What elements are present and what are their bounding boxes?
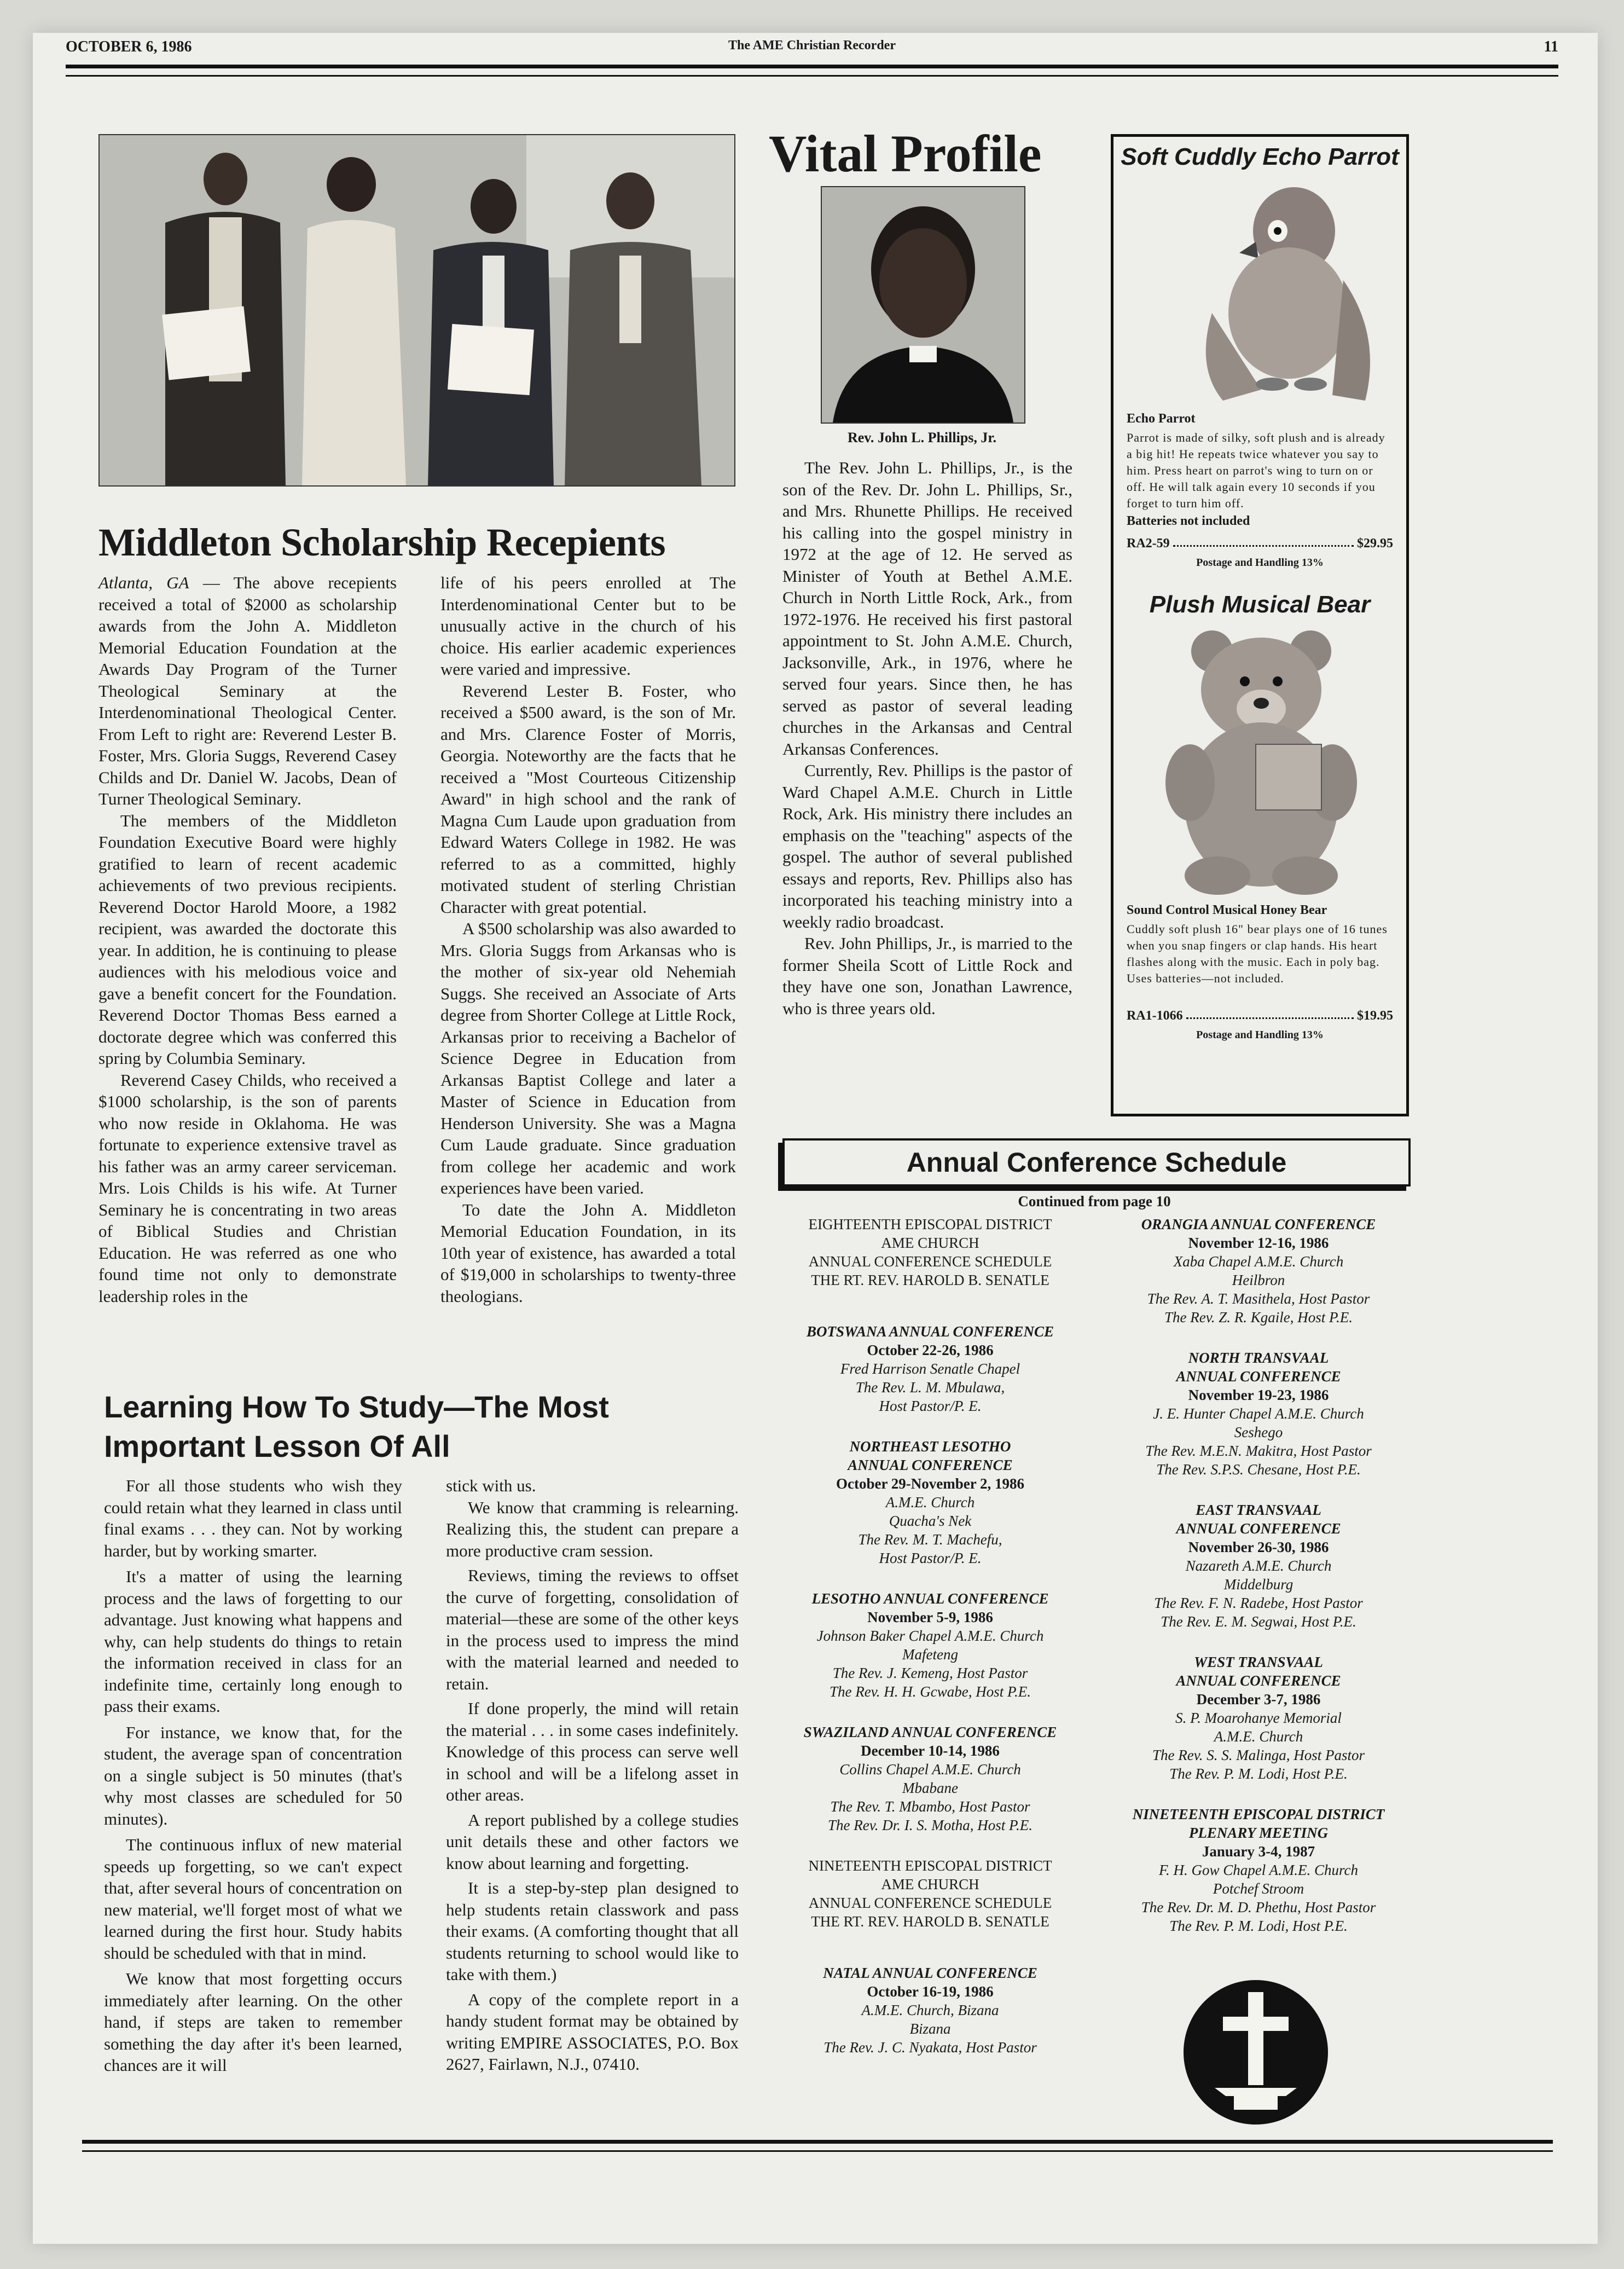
schedule-banner-text: Annual Conference Schedule bbox=[906, 1147, 1287, 1178]
conference-title: ANNUAL CONFERENCE bbox=[1176, 1672, 1341, 1689]
portrait-caption: Rev. John L. Phillips, Jr. bbox=[847, 430, 997, 445]
study-paragraph: It's a matter of using the learning process and the laws of forgetting to our advantage. Just knowing what happens and why, can help students do things to retain the information received in class for an indefinite time, certainly long enough to pass their exams. bbox=[104, 1567, 402, 1716]
study-paragraph: It is a step-by-step plan designed to help students retain classwork and pass their exams. (A comforting thought that all students returning to school would like to take with them.) bbox=[446, 1878, 739, 1984]
conference-title: ANNUAL CONFERENCE bbox=[848, 1457, 1013, 1473]
conference-detail: The Rev. Z. R. Kgaile, Host P.E. bbox=[1164, 1309, 1353, 1325]
parrot-image bbox=[1113, 171, 1406, 412]
conference-detail: The Rev. A. T. Masithela, Host Pastor bbox=[1147, 1290, 1370, 1307]
schedule-continued: Continued from page 10 bbox=[1018, 1193, 1171, 1209]
vital-profile-text bbox=[782, 457, 1072, 1019]
bear-price-line bbox=[1127, 1009, 1393, 1023]
conference-entry bbox=[1105, 1501, 1412, 1631]
pastor-portrait bbox=[821, 186, 1025, 424]
conference-detail: The Rev. S.P.S. Chesane, Host P.E. bbox=[1156, 1461, 1361, 1478]
conference-date: October 22-26, 1986 bbox=[867, 1342, 994, 1358]
conference-detail: The Rev. P. M. Lodi, Host P.E. bbox=[1169, 1766, 1348, 1782]
header-rule bbox=[66, 65, 1558, 77]
conference-title: NINETEENTH EPISCOPAL DISTRICT bbox=[1132, 1806, 1385, 1822]
study-paragraph: stick with us. bbox=[446, 1476, 536, 1495]
conference-date: November 26-30, 1986 bbox=[1188, 1539, 1329, 1555]
conference-detail: Nazareth A.M.E. Church bbox=[1185, 1558, 1332, 1574]
conference-detail: Mbabane bbox=[902, 1780, 958, 1796]
parrot-product-name: Echo Parrot bbox=[1127, 412, 1196, 426]
conference-date: October 29-November 2, 1986 bbox=[836, 1475, 1024, 1492]
conference-title: ANNUAL CONFERENCE bbox=[1176, 1368, 1341, 1385]
conference-detail: A.M.E. Church bbox=[885, 1494, 975, 1510]
study-paragraph: A copy of the complete report in a handy student format may be obtained by writing EMPIRE ASSOCIATES, P.O. Box 2627, Fairlawn, N.J., 07410. bbox=[446, 1989, 739, 2074]
district-heading-line: NINETEENTH EPISCOPAL DISTRICT bbox=[808, 1857, 1052, 1874]
bear-description: Cuddly soft plush 16" bear plays one of 16 tunes when you snap fingers or clap hands. His heart flashes along with the music. Each in poly bag. Uses batteries—not included. bbox=[1127, 922, 1388, 985]
conference-entry bbox=[777, 1322, 1083, 1415]
conference-detail: The Rev. L. M. Mbulawa, bbox=[855, 1379, 1005, 1396]
study-headline bbox=[104, 1387, 750, 1466]
conference-detail: J. E. Hunter Chapel A.M.E. Church bbox=[1153, 1405, 1364, 1422]
parrot-price-line bbox=[1127, 536, 1393, 551]
conference-entry bbox=[1105, 1805, 1412, 1935]
conference-detail: The Rev. E. M. Segwai, Host P.E. bbox=[1161, 1613, 1356, 1630]
conference-entry bbox=[777, 1437, 1083, 1567]
bear-image bbox=[1113, 618, 1406, 903]
scholarship-paragraph: Reverend Casey Childs, who received a $1000 scholarship, is the son of parents who now reside in Oklahoma. He was fortunate to experience extensive travel as his father was an army career serviceman. Mrs. Lois Childs is his wife. At Turner Seminary he is concentrating in two areas of Biblical Studies and Christian Education. He was referred as one who found time not only to demonstrate leadership roles in the bbox=[98, 1070, 397, 1306]
conference-date: October 16-19, 1986 bbox=[867, 1983, 994, 2000]
conference-entry bbox=[777, 1723, 1083, 1834]
dateline: Atlanta, GA bbox=[98, 573, 189, 592]
conference-date: November 19-23, 1986 bbox=[1188, 1387, 1329, 1403]
study-paragraph: We know that most forgetting occurs immediately after learning. On the other hand, if steps are taken to remember something the day after it's been learned, chances are it will bbox=[104, 1969, 402, 2075]
conference-date: December 10-14, 1986 bbox=[861, 1743, 1000, 1759]
conference-title: PLENARY MEETING bbox=[1188, 1825, 1329, 1841]
scholarship-column-1 bbox=[98, 572, 397, 1307]
bear-sku: RA1-1066 bbox=[1127, 1009, 1183, 1023]
conference-detail: The Rev. Dr. M. D. Phethu, Host Pastor bbox=[1141, 1899, 1376, 1915]
conference-date: January 3-4, 1987 bbox=[1202, 1843, 1315, 1860]
study-headline-line1: Learning How To Study—The Most bbox=[104, 1390, 609, 1424]
study-column-2 bbox=[446, 1475, 739, 2075]
conference-detail: Mafeteng bbox=[902, 1646, 958, 1663]
conference-detail: Heilbron bbox=[1232, 1272, 1285, 1288]
page-number: 11 bbox=[1544, 38, 1558, 55]
conference-detail: The Rev. T. Mbambo, Host Pastor bbox=[830, 1798, 1030, 1815]
conference-detail: Fred Harrison Senatle Chapel bbox=[840, 1361, 1020, 1377]
conference-detail: Host Pastor/P. E. bbox=[879, 1550, 982, 1566]
parrot-ad-title: Soft Cuddly Echo Parrot bbox=[1121, 143, 1399, 170]
conference-title: NORTH TRANSVAAL bbox=[1188, 1350, 1329, 1366]
schedule-column-left bbox=[777, 1215, 1083, 2079]
conference-title: ORANGIA ANNUAL CONFERENCE bbox=[1141, 1216, 1376, 1232]
scholarship-paragraph: The members of the Middleton Foundation Executive Board were highly gratified to learn of recent academic achievements of two previous recipients. Reverend Doctor Harold Moore, a 1982 recipient, was awarded the doctorate this year. In addition, he is continuing to please audiences with his melodious voice and gave a benefit concert for the Foundation. Reverend Doctor Thomas Bess earned a doctorate degree which was conferred this spring by Columbia Seminary. bbox=[98, 811, 397, 1068]
study-paragraph: If done properly, the mind will retain the material . . . in some cases indefinitely. Knowledge of this process can serve well in school and will be a lifelong asset in other areas. bbox=[446, 1699, 739, 1804]
conference-date: November 12-16, 1986 bbox=[1188, 1235, 1329, 1251]
study-paragraph: Reviews, timing the reviews to offset the curve of forgetting, consolidation of material—these are some of the other keys in the process used to impress the mind with the material learned and needed to retain. bbox=[446, 1566, 739, 1693]
vital-paragraph: Currently, Rev. Phillips is the pastor of Ward Chapel A.M.E. Church in Little Rock, Ark. His ministry there includes an emphasis on the "teaching" aspects of the gospel. The author of several published essays and reports, Rev. Phillips also has incorporated his teaching ministry into a weekly radio broadcast. bbox=[782, 761, 1072, 931]
vital-profile-title: Vital Profile bbox=[769, 124, 1042, 183]
bear-shipping: Postage and Handling 13% bbox=[1196, 1029, 1324, 1041]
conference-detail: The Rev. H. H. Gcwabe, Host P.E. bbox=[830, 1683, 1031, 1700]
parrot-sku: RA2-59 bbox=[1127, 536, 1170, 551]
parrot-description: Parrot is made of silky, soft plush and is already a big hit! He repeats twice whatever you say to him. Press heart on parrot's wing to turn on or off. He will talk again every 10 seconds if you forget to turn him off. bbox=[1127, 431, 1385, 510]
conference-title: EAST TRANSVAAL bbox=[1196, 1502, 1321, 1518]
study-paragraph: For all those students who wish they could retain what they learned in class until final exams . . . they can. Not by working harder, but by working smarter. bbox=[104, 1476, 402, 1560]
parrot-shipping: Postage and Handling 13% bbox=[1196, 557, 1324, 569]
study-paragraph: For instance, we know that, for the student, the average span of concentration on a single subject is 50 minutes (that's why most classes are scheduled for 50 minutes). bbox=[104, 1722, 402, 1828]
conference-detail: The Rev. F. N. Radebe, Host Pastor bbox=[1154, 1595, 1363, 1611]
conference-title: NATAL ANNUAL CONFERENCE bbox=[823, 1965, 1037, 1981]
conference-detail: The Rev. J. C. Nyakata, Host Pastor bbox=[823, 2039, 1037, 2056]
conference-detail: The Rev. J. Kemeng, Host Pastor bbox=[832, 1665, 1028, 1681]
conference-entry bbox=[1105, 1215, 1412, 1327]
conference-entry bbox=[1105, 1348, 1412, 1479]
conference-detail: Middelburg bbox=[1223, 1576, 1294, 1593]
scholarship-paragraph: To date the John A. Middleton Memorial Education Foundation, in its 10th year of existence, has awarded a total of $19,000 in scholarships to twenty-three theologians. bbox=[440, 1200, 736, 1306]
conference-title: BOTSWANA ANNUAL CONFERENCE bbox=[806, 1323, 1054, 1340]
schedule-column-right bbox=[1105, 1215, 1412, 1957]
scholarship-paragraph bbox=[98, 572, 397, 810]
district-heading-line: ANNUAL CONFERENCE SCHEDULE bbox=[808, 1895, 1052, 1911]
district-heading-line: AME CHURCH bbox=[881, 1876, 979, 1892]
vital-paragraph: The Rev. John L. Phillips, Jr., is the son of the Rev. Dr. John L. Phillips, Sr., and Mrs. Rhunette Phillips. He received his calling into the gospel ministry in 1972 at the age of 12. He served as Minister of Youth at Bethel A.M.E. Church in North Little Rock, Ark., from 1972-1976. He received his first pastoral appointment to St. John A.M.E. Church, Jacksonville, Ark., in 1976, where he served four years. Since then, he has served as pastor of several leading churches in the Arkansas and Central Arkansas Conferences. bbox=[782, 458, 1072, 759]
conference-detail: The Rev. M.E.N. Makitra, Host Pastor bbox=[1145, 1443, 1372, 1459]
issue-date: OCTOBER 6, 1986 bbox=[66, 38, 192, 55]
conference-entry bbox=[777, 1215, 1083, 1289]
bear-price: $19.95 bbox=[1357, 1009, 1393, 1023]
conference-detail: A.M.E. Church, Bizana bbox=[861, 2002, 999, 2018]
scholarship-paragraph: Reverend Lester B. Foster, who received a $500 award, is the son of Mr. and Mrs. Clarence Foster of Morris, Georgia. Noteworthy are the facts that he received a "Most Courteous Citizenship Award" in high school and the rank of Magna Cum Laude upon graduation from Edward Waters College in 1982. He was referred to as a committed, highly motivated student of sterling Christian Character with great potential. bbox=[440, 681, 736, 917]
district-heading-line: EIGHTEENTH EPISCOPAL DISTRICT bbox=[808, 1216, 1052, 1232]
conference-title: LESOTHO ANNUAL CONFERENCE bbox=[811, 1590, 1049, 1607]
bear-ad-title: Plush Musical Bear bbox=[1149, 591, 1371, 618]
conference-title: ANNUAL CONFERENCE bbox=[1176, 1520, 1341, 1537]
study-paragraph: We know that cramming is relearning. Realizing this, the student can prepare a more productive cram session. bbox=[446, 1497, 739, 1560]
conference-detail: The Rev. M. T. Machefu, bbox=[858, 1531, 1002, 1548]
conference-detail: F. H. Gow Chapel A.M.E. Church bbox=[1159, 1862, 1358, 1878]
conference-title: NORTHEAST LESOTHO bbox=[849, 1438, 1011, 1455]
study-column-1 bbox=[104, 1475, 402, 2076]
district-heading-line: AME CHURCH bbox=[881, 1235, 979, 1251]
district-heading-line: THE RT. REV. HAROLD B. SENATLE bbox=[811, 1272, 1049, 1288]
paper-name: The AME Christian Recorder bbox=[728, 38, 896, 53]
scholarship-headline: Middleton Scholarship Recepients bbox=[98, 520, 666, 564]
conference-detail: Collins Chapel A.M.E. Church bbox=[839, 1761, 1021, 1778]
price-leader-dots bbox=[1186, 1009, 1354, 1019]
conference-detail: The Rev. P. M. Lodi, Host P.E. bbox=[1169, 1918, 1348, 1934]
conference-detail: Host Pastor/P. E. bbox=[879, 1398, 982, 1414]
conference-detail: The Rev. S. S. Malinga, Host Pastor bbox=[1152, 1747, 1365, 1763]
study-headline-line2: Important Lesson Of All bbox=[104, 1429, 450, 1463]
conference-detail: Quacha's Nek bbox=[889, 1513, 972, 1529]
conference-detail: A.M.E. Church bbox=[1214, 1728, 1303, 1745]
conference-title: WEST TRANSVAAL bbox=[1194, 1654, 1323, 1670]
conference-entry bbox=[777, 1964, 1083, 2057]
conference-detail: Seshego bbox=[1234, 1424, 1283, 1440]
bear-product-name: Sound Control Musical Honey Bear bbox=[1127, 903, 1327, 917]
conference-detail: Bizana bbox=[909, 2021, 951, 2037]
toy-ads-box bbox=[1111, 134, 1409, 1116]
church-cross-emblem bbox=[1182, 1978, 1330, 2126]
paragraph-text: — The above recepients received a total of $2000 as scholarship awards from the John A. Middleton Memorial Education Foundation at the Awards Day Program of the Turner Theological Seminary at the Interdenominational Theological Center. From Left to right are: Reverend Lester B. Foster, Mrs. Gloria Suggs, Reverend Casey Childs and Dr. Daniel W. Jacobs, Dean of Turner Theological Seminary. bbox=[98, 573, 397, 808]
conference-entry bbox=[1105, 1653, 1412, 1783]
price-leader-dots bbox=[1173, 536, 1354, 547]
parrot-price: $29.95 bbox=[1357, 536, 1393, 551]
conference-detail: S. P. Moarohanye Memorial bbox=[1175, 1710, 1342, 1726]
study-paragraph: A report published by a college studies unit details these and other factors we know about learning and forgetting. bbox=[446, 1810, 739, 1873]
conference-entry bbox=[777, 1589, 1083, 1701]
conference-detail: The Rev. Dr. I. S. Motha, Host P.E. bbox=[828, 1817, 1033, 1833]
conference-date: November 5-9, 1986 bbox=[867, 1609, 993, 1625]
conference-title: SWAZILAND ANNUAL CONFERENCE bbox=[803, 1724, 1057, 1740]
parrot-battery-note: Batteries not included bbox=[1127, 514, 1250, 528]
footer-rule bbox=[82, 2140, 1553, 2152]
conference-entry bbox=[777, 1856, 1083, 1931]
study-paragraph: The continuous influx of new material speeds up forgetting, so we can't expect that, after several hours of concentration on new material, we'll forget most of what we learned during the first hour. Study habits should be scheduled with that in mind. bbox=[104, 1835, 402, 1963]
scholarship-group-photo bbox=[98, 134, 735, 487]
conference-date: December 3-7, 1986 bbox=[1196, 1691, 1321, 1707]
district-heading-line: THE RT. REV. HAROLD B. SENATLE bbox=[811, 1913, 1049, 1930]
conference-detail: Xaba Chapel A.M.E. Church bbox=[1173, 1253, 1344, 1270]
district-heading-line: ANNUAL CONFERENCE SCHEDULE bbox=[808, 1253, 1052, 1270]
scholarship-paragraph: A $500 scholarship was also awarded to Mrs. Gloria Suggs from Arkansas who is the mother of six-year old Nehemiah Suggs. She received an Associate of Arts degree from Shorter College at Little Rock, Arkansas prior to receiving a Bachelor of Science Degree in Education from Arkansas Baptist College and later a Master of Science in Education from Henderson University. She was a Magna Cum Laude graduate. Since graduation from college her academic and work experiences have been varied. bbox=[440, 919, 736, 1197]
vital-paragraph: Rev. John Phillips, Jr., is married to the former Sheila Scott of Little Rock and they have one son, Jonathan Lawrence, who is three years old. bbox=[782, 934, 1072, 1018]
page-header bbox=[66, 38, 1558, 60]
conference-detail: Potchef Stroom bbox=[1213, 1880, 1304, 1897]
scholarship-column-2 bbox=[440, 572, 736, 1307]
schedule-banner bbox=[782, 1138, 1411, 1186]
scholarship-paragraph: life of his peers enrolled at The Interdenominational Center but to be unusually active in the church of his choice. His earlier academic experiences were varied and impressive. bbox=[440, 573, 736, 679]
conference-detail: Johnson Baker Chapel A.M.E. Church bbox=[816, 1628, 1044, 1644]
